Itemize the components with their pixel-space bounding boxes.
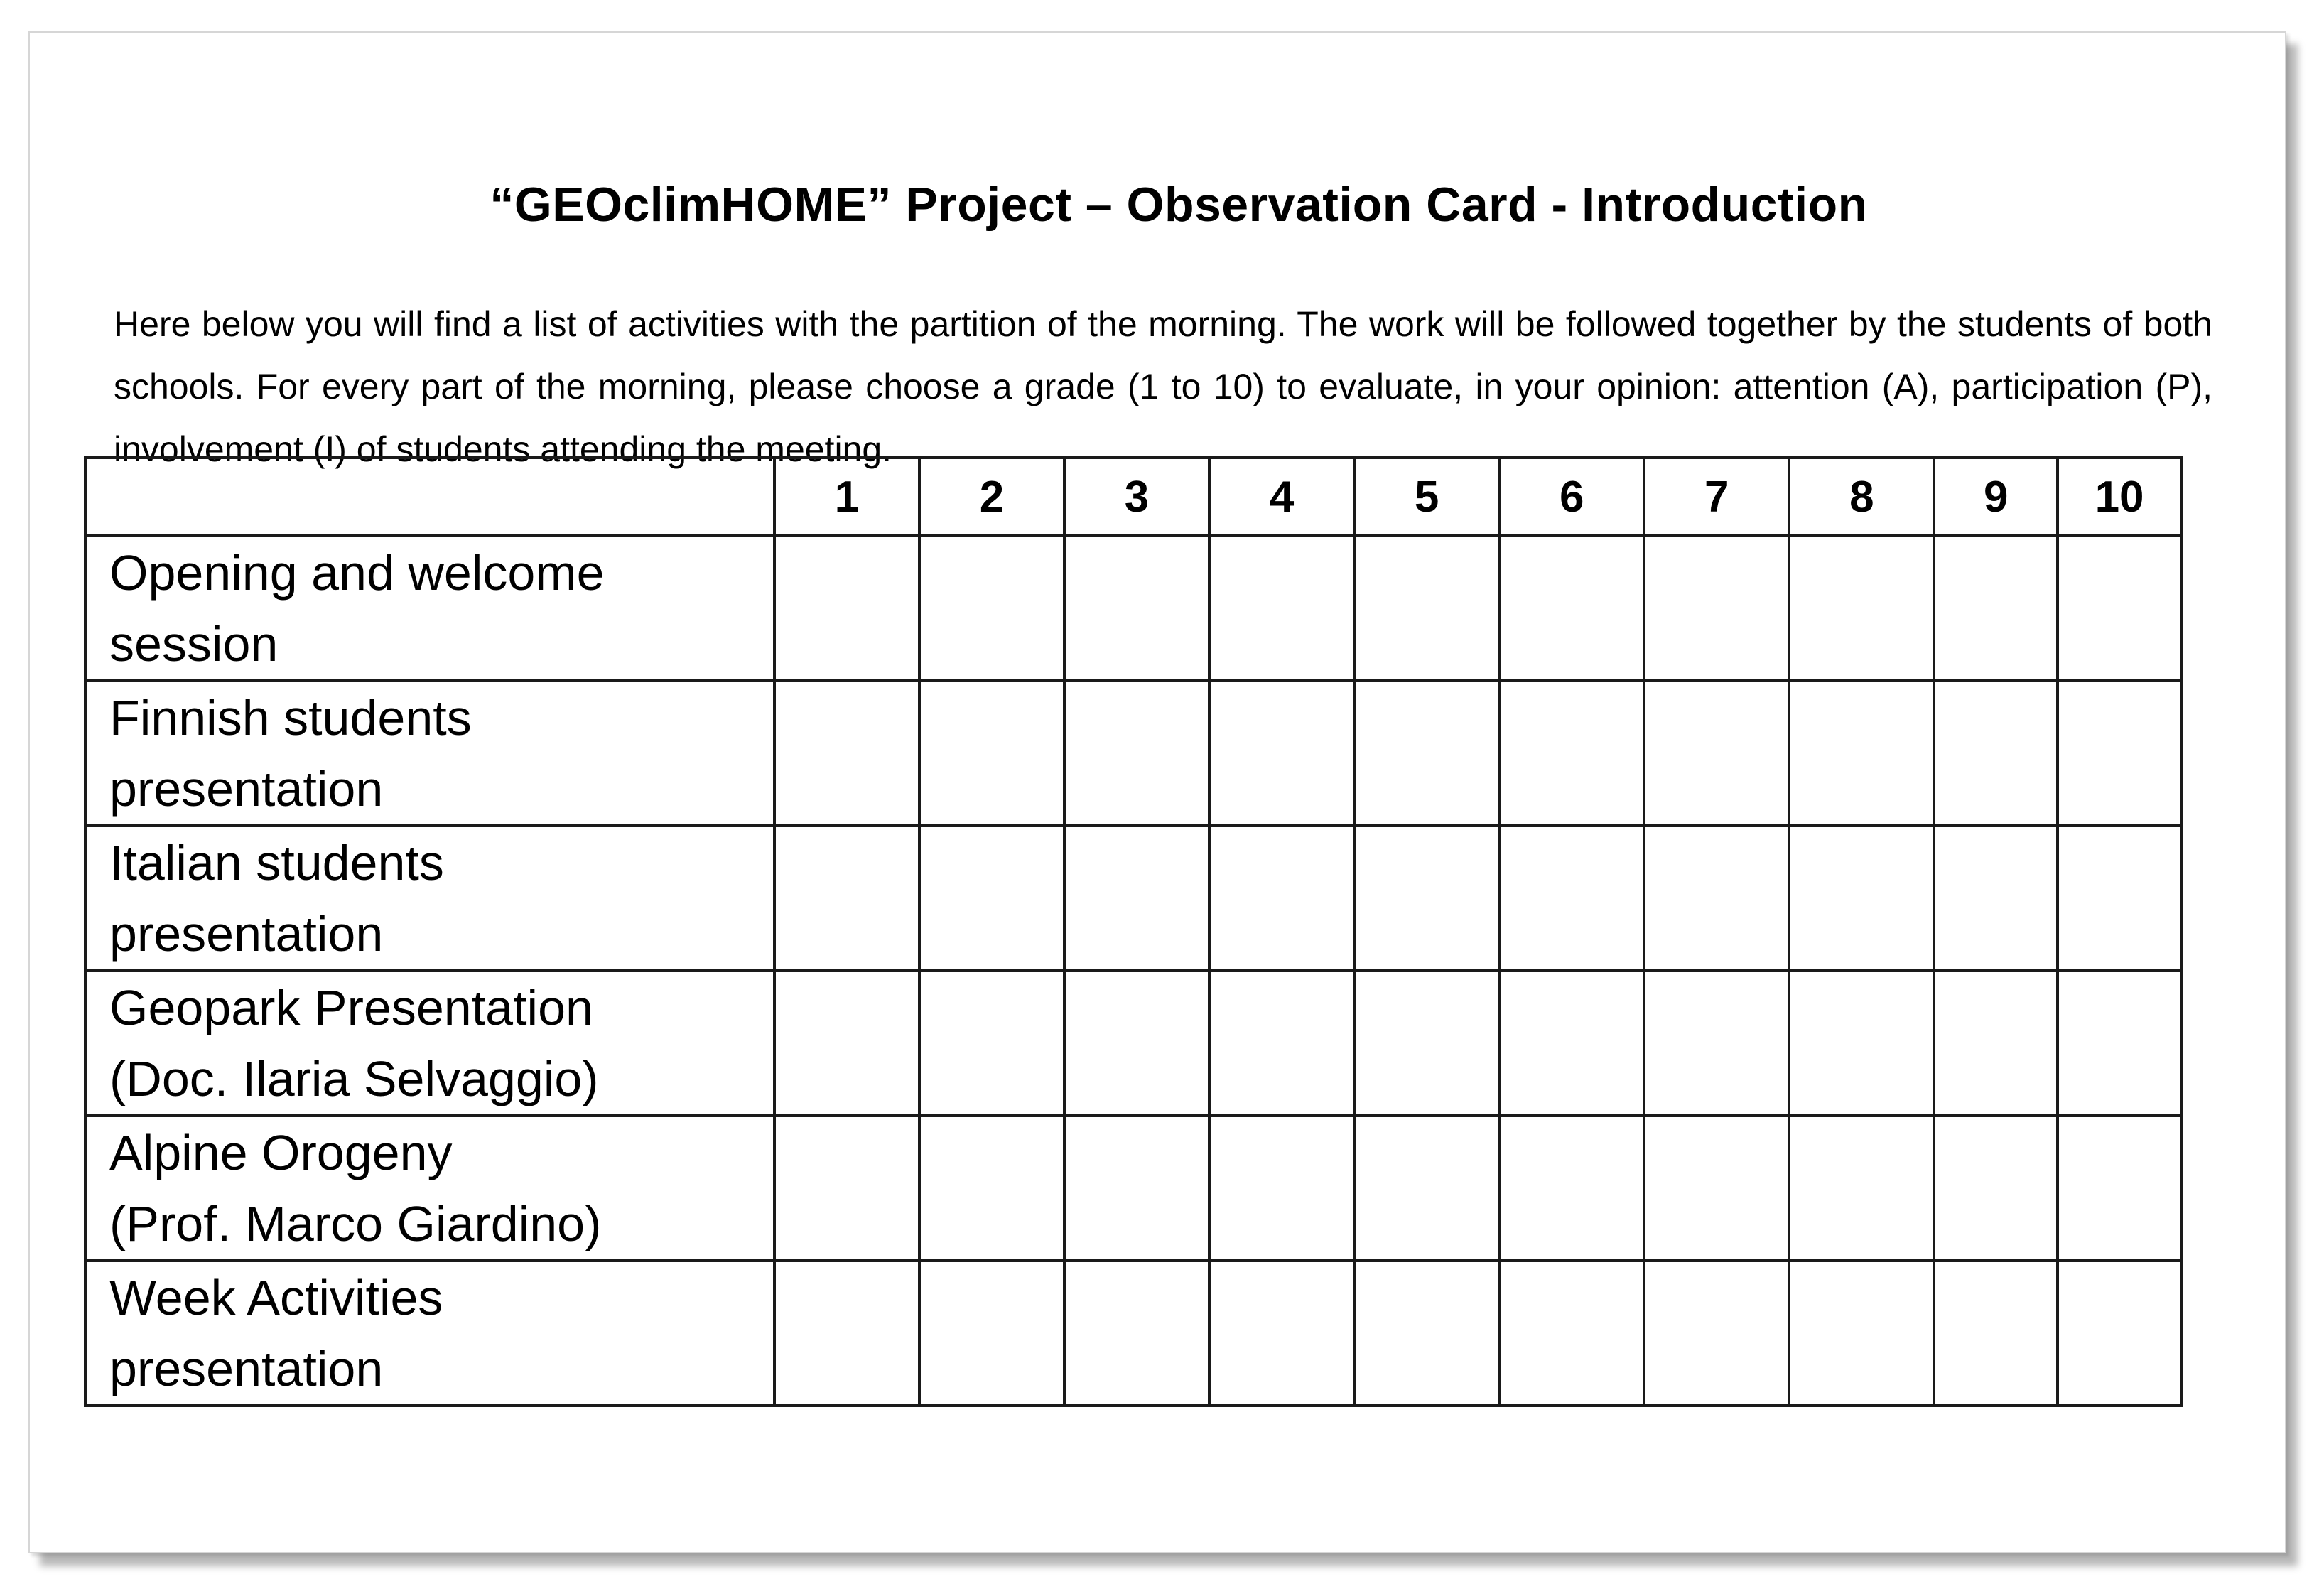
grade-cell-5[interactable] [1354,681,1499,826]
grade-cell-10[interactable] [2058,826,2181,971]
activity-label: Week Activities presentation [85,1261,774,1406]
intro-paragraph: Here below you will find a list of activities with the partition of the morning. The work will be followed together by the students of both schools. For every part of the morning, please choose a grade (1 to 10) to evaluate, in your opinion: attention (A), participation (P), involvement (I) of students attending the meeting. [114,304,2212,469]
grade-cell-5[interactable] [1354,1116,1499,1261]
grade-cell-1[interactable] [774,681,919,826]
grade-cell-9[interactable] [1934,536,2058,681]
grade-header-8: 8 [1789,458,1934,536]
grade-cell-8[interactable] [1789,536,1934,681]
grade-cell-2[interactable] [919,536,1064,681]
grade-header-7: 7 [1644,458,1789,536]
grade-cell-1[interactable] [774,536,919,681]
header-row [85,458,2181,536]
grade-cell-10[interactable] [2058,1261,2181,1406]
table-row [85,971,2181,1116]
grade-cell-3[interactable] [1064,1261,1209,1406]
grade-cell-7[interactable] [1644,1116,1789,1261]
grade-cell-8[interactable] [1789,681,1934,826]
grade-cell-6[interactable] [1499,536,1644,681]
grade-cell-7[interactable] [1644,1261,1789,1406]
grade-header-6: 6 [1499,458,1644,536]
table-row [85,536,2181,681]
grade-cell-3[interactable] [1064,826,1209,971]
grade-cell-4[interactable] [1209,1116,1354,1261]
grade-cell-6[interactable] [1499,1261,1644,1406]
grade-cell-10[interactable] [2058,681,2181,826]
grade-cell-7[interactable] [1644,971,1789,1116]
grade-cell-3[interactable] [1064,681,1209,826]
grade-header-4: 4 [1209,458,1354,536]
grade-cell-3[interactable] [1064,536,1209,681]
grade-cell-4[interactable] [1209,971,1354,1116]
activity-label: Italian students presentation [85,826,774,971]
grade-cell-2[interactable] [919,1116,1064,1261]
grade-cell-10[interactable] [2058,1116,2181,1261]
corner-header [85,458,774,536]
grade-cell-5[interactable] [1354,1261,1499,1406]
grade-cell-6[interactable] [1499,1116,1644,1261]
grade-cell-6[interactable] [1499,681,1644,826]
activity-label: Alpine Orogeny (Prof. Marco Giardino) [85,1116,774,1261]
grade-header-10: 10 [2058,458,2181,536]
grade-cell-1[interactable] [774,1261,919,1406]
grade-cell-9[interactable] [1934,681,2058,826]
grade-cell-9[interactable] [1934,1116,2058,1261]
grade-cell-7[interactable] [1644,536,1789,681]
grade-cell-2[interactable] [919,1261,1064,1406]
grade-cell-5[interactable] [1354,971,1499,1116]
grade-cell-4[interactable] [1209,1261,1354,1406]
grade-cell-2[interactable] [919,971,1064,1116]
grade-table [84,456,2183,1407]
grade-cell-5[interactable] [1354,826,1499,971]
table-row [85,681,2181,826]
table-row [85,1261,2181,1406]
activity-label: Finnish students presentation [85,681,774,826]
grade-cell-10[interactable] [2058,536,2181,681]
grade-cell-2[interactable] [919,826,1064,971]
grade-cell-2[interactable] [919,681,1064,826]
grade-cell-7[interactable] [1644,826,1789,971]
grade-header-5: 5 [1354,458,1499,536]
grade-cell-8[interactable] [1789,1261,1934,1406]
grade-cell-1[interactable] [774,971,919,1116]
table-row [85,826,2181,971]
activity-label: Opening and welcome session [85,536,774,681]
grade-header-3: 3 [1064,458,1209,536]
grade-header-2: 2 [919,458,1064,536]
grade-cell-4[interactable] [1209,681,1354,826]
grade-cell-9[interactable] [1934,971,2058,1116]
grade-cell-10[interactable] [2058,971,2181,1116]
grade-header-1: 1 [774,458,919,536]
card-title: “GEOclimHOME” Project – Observation Card - Introduction [490,178,1868,232]
grade-cell-6[interactable] [1499,826,1644,971]
grade-cell-6[interactable] [1499,971,1644,1116]
grade-cell-8[interactable] [1789,1116,1934,1261]
grade-cell-1[interactable] [774,826,919,971]
grade-cell-5[interactable] [1354,536,1499,681]
activity-label: Geopark Presentation (Doc. Ilaria Selvaggio) [85,971,774,1116]
grade-cell-1[interactable] [774,1116,919,1261]
grade-header-9: 9 [1934,458,2058,536]
grade-cell-9[interactable] [1934,1261,2058,1406]
grade-cell-8[interactable] [1789,826,1934,971]
grade-cell-7[interactable] [1644,681,1789,826]
grade-cell-4[interactable] [1209,536,1354,681]
grade-cell-3[interactable] [1064,971,1209,1116]
grade-cell-8[interactable] [1789,971,1934,1116]
table-row [85,1116,2181,1261]
grade-cell-3[interactable] [1064,1116,1209,1261]
grade-cell-4[interactable] [1209,826,1354,971]
grade-cell-9[interactable] [1934,826,2058,971]
